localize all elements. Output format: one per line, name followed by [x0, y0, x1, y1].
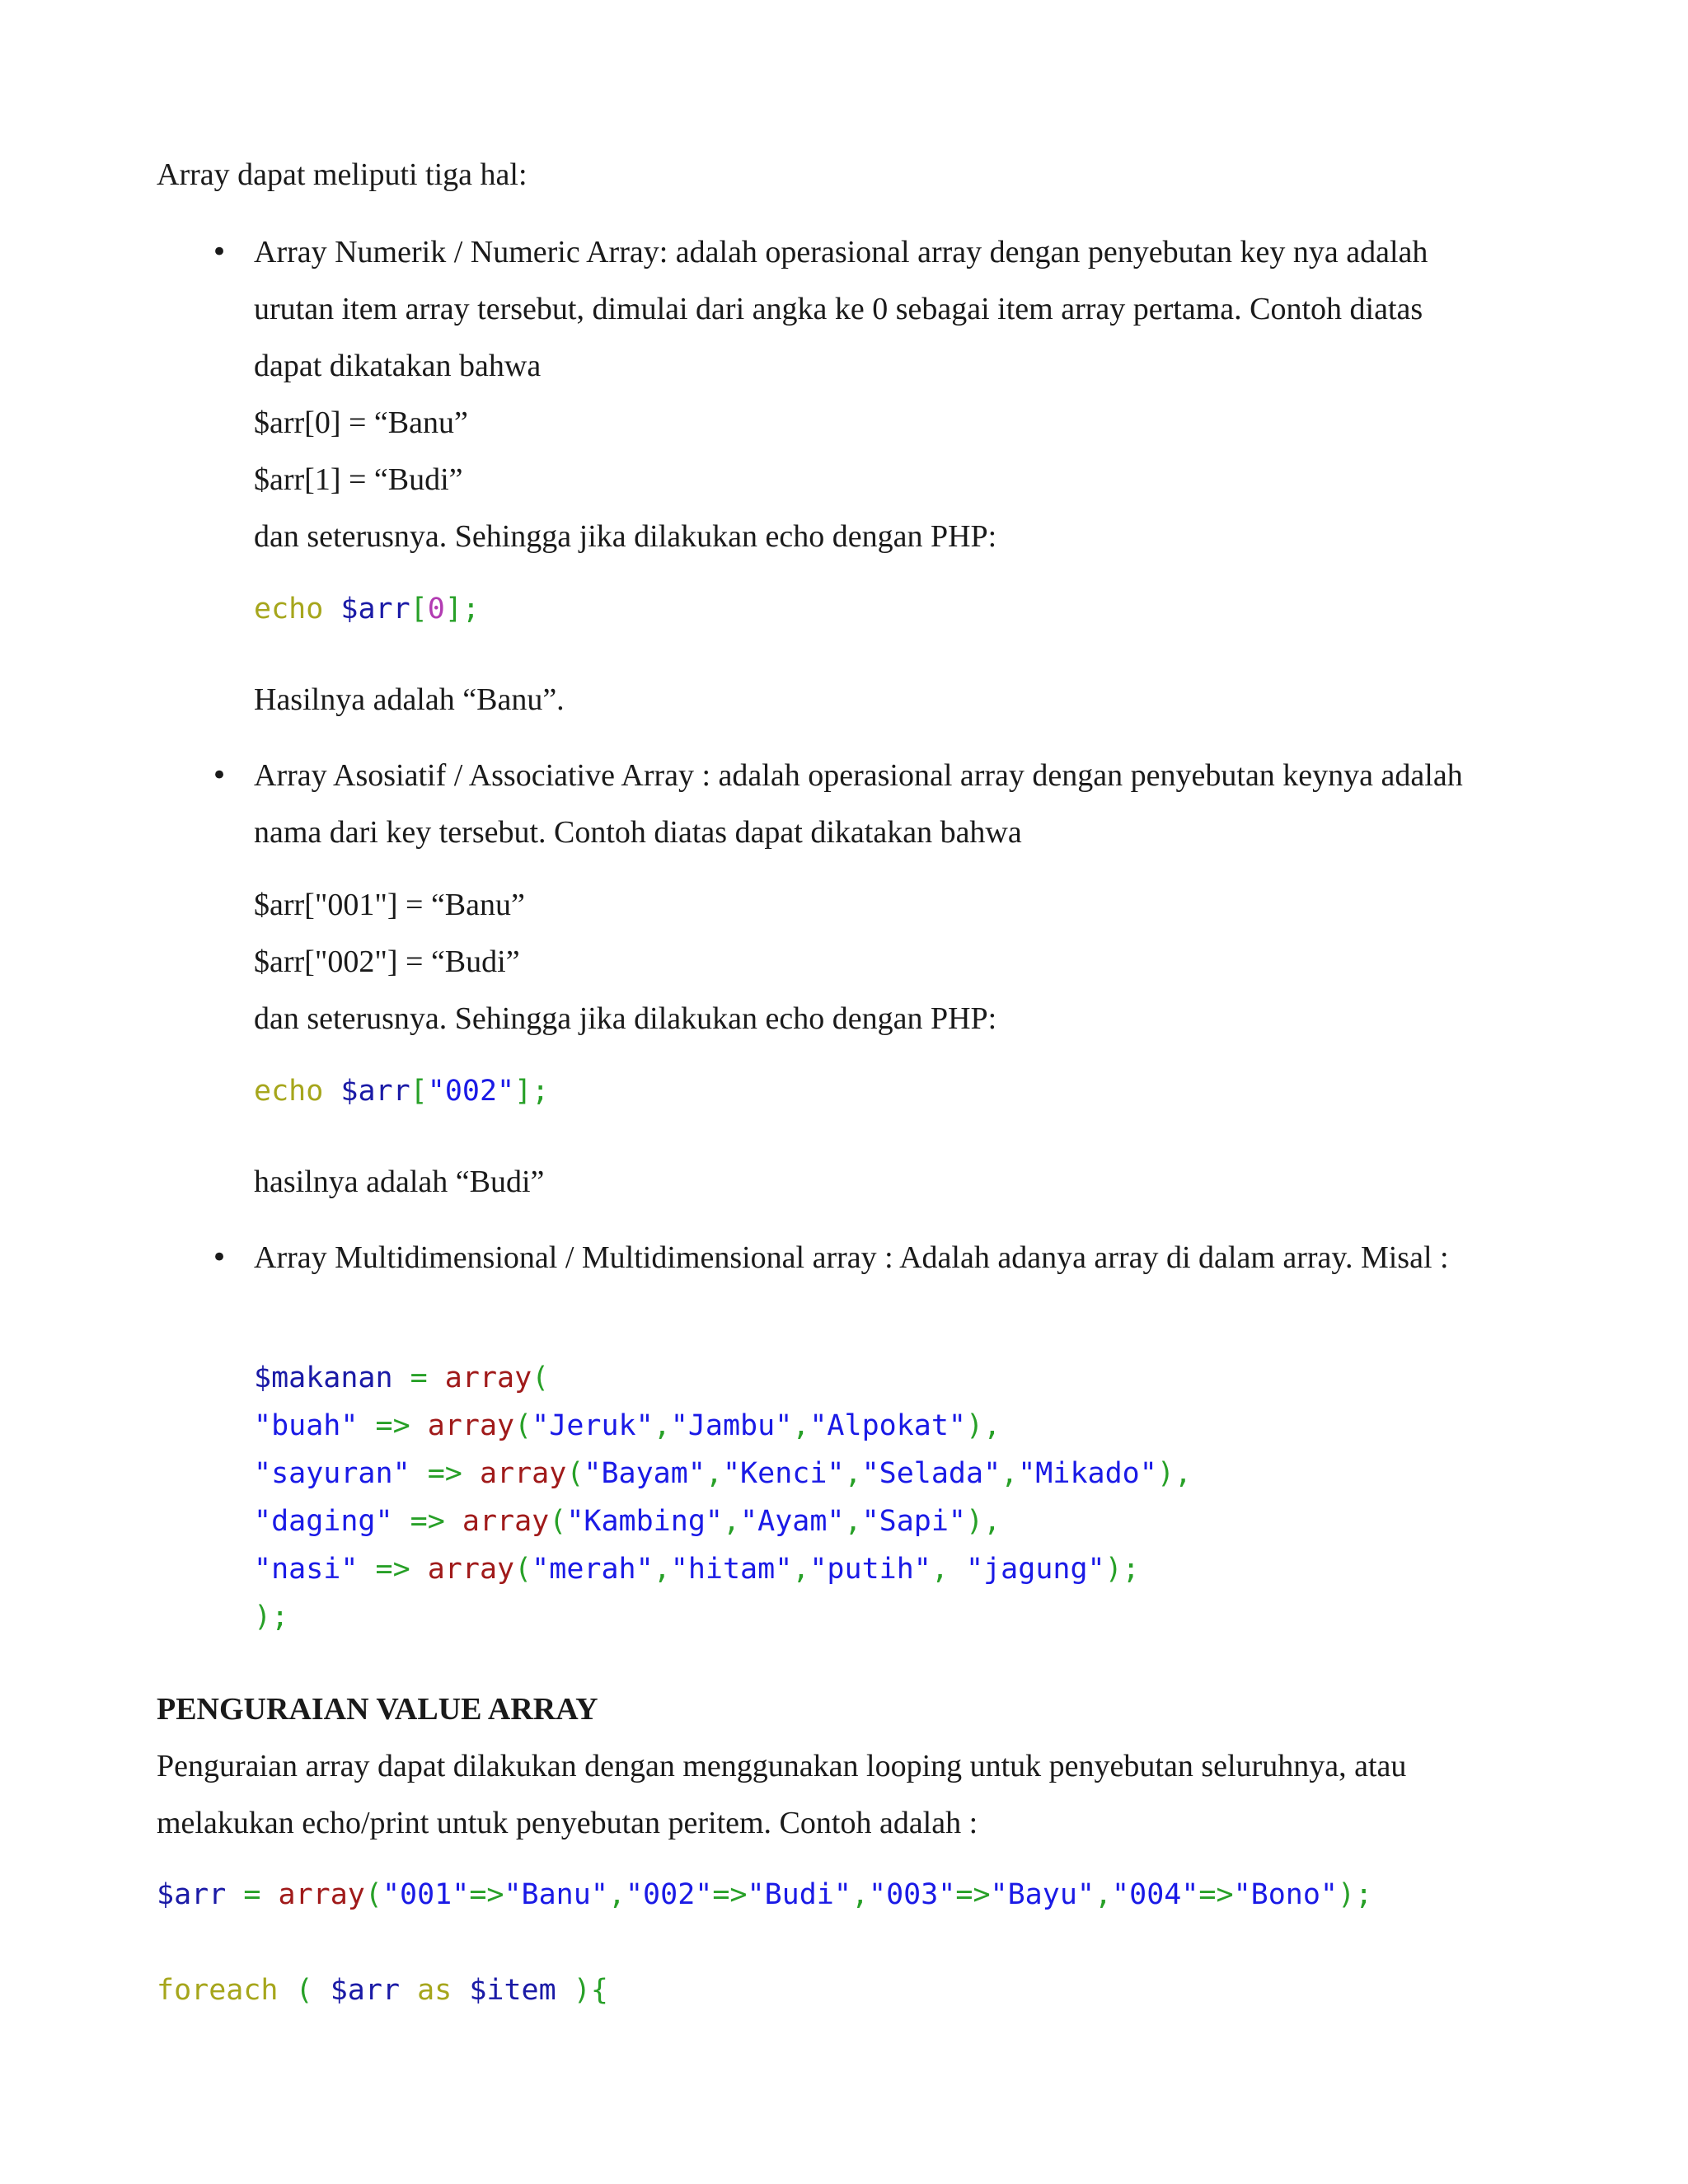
code-punctuation: ,: [653, 1553, 671, 1586]
code-string: "jagung": [966, 1553, 1105, 1586]
code-punctuation: ,: [1094, 1878, 1113, 1911]
code-function: array: [462, 1505, 550, 1538]
code-punctuation: (: [514, 1553, 532, 1586]
code-keyword: as: [417, 1974, 452, 2007]
numeric-echo-intro: dan seterusnya. Sehingga jika dilakukan echo dengan PHP:: [254, 519, 997, 554]
code-punctuation: ];: [444, 593, 480, 626]
code-variable: $arr: [340, 593, 410, 626]
code-variable: $arr: [330, 1974, 401, 2007]
code-string: "Bayam": [584, 1457, 706, 1490]
code-function: array: [427, 1553, 515, 1586]
multidimensional-code-line-3: [254, 1450, 1192, 1497]
code-string: "nasi": [254, 1553, 359, 1586]
section-heading: PENGURAIAN VALUE ARRAY: [157, 1692, 598, 1727]
associative-result: hasilnya adalah “Budi”: [254, 1165, 545, 1199]
code-punctuation: (: [566, 1457, 584, 1490]
code-punctuation: [: [410, 593, 428, 626]
associative-line-1: Array Asosiatif / Associative Array : adalah operasional array dengan penyebutan keynya adalah: [254, 758, 1463, 793]
numeric-line-3: dapat dikatakan bahwa: [254, 349, 542, 383]
section-line-2: melakukan echo/print untuk penyebutan peritem. Contoh adalah :: [157, 1806, 978, 1840]
code-string: "sayuran": [254, 1457, 410, 1490]
code-string: "003": [869, 1878, 956, 1911]
numeric-example-1: $arr[0] = “Banu”: [254, 405, 468, 440]
code-punctuation: ];: [514, 1075, 550, 1108]
code-punctuation: ,: [1001, 1457, 1019, 1490]
code-punctuation: ,: [653, 1409, 671, 1442]
code-variable: $item: [469, 1974, 556, 2007]
code-variable: $arr: [340, 1075, 410, 1108]
code-string: "buah": [254, 1409, 359, 1442]
code-string: "Bayu": [990, 1878, 1095, 1911]
code-string: "daging": [254, 1505, 393, 1538]
code-string: "Jambu": [670, 1409, 793, 1442]
code-string: "Mikado": [1018, 1457, 1157, 1490]
multidimensional-code-line-4: [254, 1497, 1001, 1545]
code-string: "001": [382, 1878, 470, 1911]
code-string: "Kenci": [722, 1457, 845, 1490]
numeric-example-2: $arr[1] = “Budi”: [254, 462, 463, 497]
code-string: "merah": [532, 1553, 654, 1586]
code-string: "Kambing": [566, 1505, 723, 1538]
code-string: "004": [1112, 1878, 1199, 1911]
associative-example-1: $arr["001"] = “Banu”: [254, 888, 525, 922]
associative-example-2: $arr["002"] = “Budi”: [254, 944, 520, 979]
numeric-code-echo: [254, 585, 480, 633]
code-operator: =>: [712, 1878, 748, 1911]
code-string: "Ayam": [740, 1505, 845, 1538]
code-space: [452, 1974, 469, 2007]
code-function: array: [278, 1878, 365, 1911]
code-string: "Bono": [1233, 1878, 1338, 1911]
code-punctuation: ,: [931, 1553, 967, 1586]
code-function: array: [444, 1361, 532, 1394]
code-punctuation: ),: [1156, 1457, 1192, 1490]
multidimensional-code-line-1: [254, 1354, 549, 1402]
code-punctuation: (: [549, 1505, 567, 1538]
code-punctuation: (: [278, 1974, 331, 2007]
code-punctuation: ,: [722, 1505, 741, 1538]
code-space: [400, 1974, 417, 2007]
code-variable: $arr: [157, 1878, 227, 1911]
multidimensional-code-line-2: [254, 1402, 1001, 1450]
code-string: "Sapi": [861, 1505, 966, 1538]
section-code-array: [157, 1871, 1372, 1919]
code-operator: =>: [955, 1878, 991, 1911]
code-function: array: [427, 1409, 515, 1442]
code-variable: $makanan: [254, 1361, 393, 1394]
code-punctuation: ,: [792, 1553, 810, 1586]
code-operator: =: [392, 1361, 445, 1394]
code-operator: =>: [358, 1553, 428, 1586]
associative-code-echo: [254, 1067, 549, 1115]
code-string: "Banu": [504, 1878, 608, 1911]
bullet-glyph: •: [211, 236, 228, 269]
code-punctuation: ),: [966, 1409, 1001, 1442]
code-string: "002": [427, 1075, 515, 1108]
code-punctuation: ,: [844, 1505, 862, 1538]
code-keyword: foreach: [157, 1974, 279, 2007]
code-punctuation: );: [1104, 1553, 1140, 1586]
multidimensional-code-line-6: [254, 1593, 288, 1641]
numeric-line-1: Array Numerik / Numeric Array: adalah operasional array dengan penyebutan key nya adalah: [254, 235, 1428, 269]
code-keyword: echo: [254, 593, 324, 626]
code-keyword: echo: [254, 1075, 324, 1108]
associative-echo-intro: dan seterusnya. Sehingga jika dilakukan echo dengan PHP:: [254, 1001, 997, 1036]
section-code-foreach: [157, 1966, 608, 2014]
code-string: "Jeruk": [532, 1409, 654, 1442]
intro-text: Array dapat meliputi tiga hal:: [157, 157, 528, 192]
code-string: "002": [625, 1878, 713, 1911]
code-operator: =>: [392, 1505, 462, 1538]
bullet-glyph: •: [211, 759, 228, 792]
code-operator: =>: [469, 1878, 504, 1911]
code-operator: =>: [358, 1409, 428, 1442]
code-punctuation: );: [254, 1601, 289, 1633]
code-string: "Alpokat": [809, 1409, 967, 1442]
code-punctuation: );: [1338, 1878, 1373, 1911]
multidimensional-code-line-5: [254, 1545, 1140, 1593]
numeric-line-2: urutan item array tersebut, dimulai dari angka ke 0 sebagai item array pertama. Contoh diatas: [254, 292, 1423, 326]
code-punctuation: ){: [556, 1974, 608, 2007]
code-punctuation: ,: [844, 1457, 862, 1490]
code-string: "Selada": [861, 1457, 1001, 1490]
code-operator: =>: [410, 1457, 480, 1490]
code-punctuation: ,: [851, 1878, 870, 1911]
code-punctuation: ,: [607, 1878, 626, 1911]
code-punctuation: ),: [966, 1505, 1001, 1538]
code-punctuation: ,: [705, 1457, 723, 1490]
code-operator: =>: [1198, 1878, 1234, 1911]
code-punctuation: ,: [792, 1409, 810, 1442]
code-punctuation: (: [364, 1878, 382, 1911]
multidimensional-line: Array Multidimensional / Multidimensional array : Adalah adanya array di dalam array. Misal :: [254, 1240, 1449, 1275]
numeric-result: Hasilnya adalah “Banu”.: [254, 682, 565, 717]
code-string: "putih": [809, 1553, 931, 1586]
code-punctuation: (: [532, 1361, 550, 1394]
code-punctuation: (: [514, 1409, 532, 1442]
code-string: "Budi": [747, 1878, 851, 1911]
section-line-1: Penguraian array dapat dilakukan dengan menggunakan looping untuk penyebutan seluruhnya, atau: [157, 1749, 1407, 1783]
bullet-glyph: •: [211, 1241, 228, 1274]
code-operator: =: [226, 1878, 279, 1911]
associative-line-2: nama dari key tersebut. Contoh diatas dapat dikatakan bahwa: [254, 815, 1022, 850]
code-punctuation: [: [410, 1075, 428, 1108]
code-string: "hitam": [670, 1553, 793, 1586]
code-number: 0: [427, 593, 445, 626]
code-function: array: [479, 1457, 567, 1490]
